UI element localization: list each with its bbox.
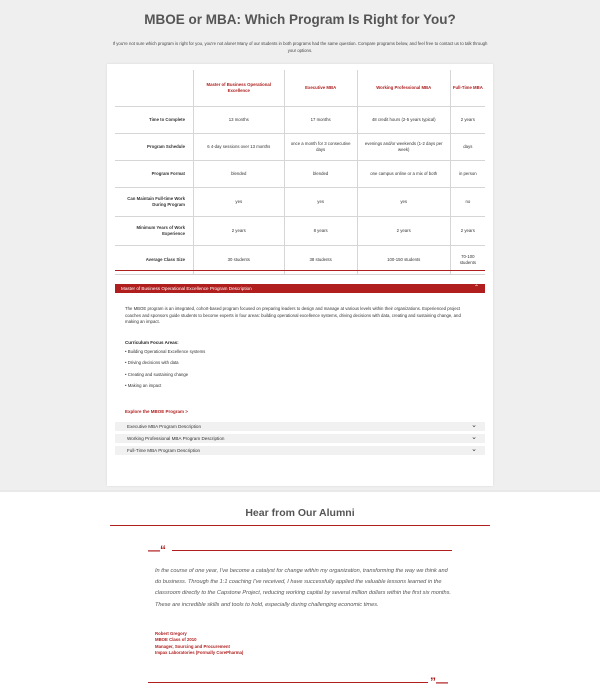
table-cell: blended bbox=[194, 161, 285, 188]
alumni-role: Manager, Sourcing and Procurement bbox=[155, 643, 230, 649]
accordion-header-executive-mba[interactable] bbox=[115, 422, 485, 431]
row-label: Program Format bbox=[115, 161, 194, 188]
focus-areas-list bbox=[125, 348, 205, 393]
list-item: • Creating and sustaining change bbox=[125, 371, 205, 382]
table-cell: 17 months bbox=[284, 107, 357, 134]
table-cell: days bbox=[450, 134, 485, 161]
row-label: Can Maintain Full-time Work During Program bbox=[115, 188, 194, 217]
col-header-working-professional-mba: Working Professional MBA bbox=[357, 70, 450, 107]
list-item: • Driving decisions with data bbox=[125, 359, 205, 370]
accordion-header-label: Master of Business Operational Excellence Program Description bbox=[121, 286, 252, 291]
table-cell: 100-150 students bbox=[357, 246, 450, 275]
table-cell: 8 years bbox=[284, 217, 357, 246]
row-label: Program Schedule bbox=[115, 134, 194, 161]
comparison-card bbox=[107, 64, 493, 486]
col-header-executive-mba: Executive MBA bbox=[284, 70, 357, 107]
list-item: • Building Operational Excellence systems bbox=[125, 348, 205, 359]
row-label: Average Class Size bbox=[115, 246, 194, 275]
alumni-class: MBOE Class of 2010 bbox=[155, 637, 197, 643]
table-cell: 48 credit hours (2-5 years typical) bbox=[357, 107, 450, 134]
table-cell: in person bbox=[450, 161, 485, 188]
col-header-full-time-mba: Full-Time MBA bbox=[450, 70, 485, 107]
table-cell: 2 years bbox=[450, 107, 485, 134]
table-cell: one campus online or a mix of both bbox=[357, 161, 450, 188]
mboe-description: The MBOE program is an integrated, cohort-based program focused on preparing leaders to design and manage at various levels within their organizations. Experienced project coaches and sponsors guide students to become experts in four areas: building operational excellence systems, driving decisions with data, creating and sustaining change, and making an impact. bbox=[125, 306, 461, 325]
alumni-section bbox=[0, 492, 600, 699]
table-cell: 2 years bbox=[450, 217, 485, 246]
alumni-company: Impax Laboratories (Formally CorePharma) bbox=[155, 649, 244, 655]
table-cell: yes bbox=[194, 188, 285, 217]
testimonial-quote: In the course of one year, I've become a catalyst for change within my organization, transforming the way we think and do business. Through the 1:1 coaching I've received, I have successfully applied the valuable lessons learned in the classroom directly to the Capstone Project, reducing working capital by several million dollars within the first six months. These are incredible skills and tools to hold, especially during challenging economic times. bbox=[155, 568, 451, 608]
list-item: • Making an impact bbox=[125, 382, 205, 393]
table-row bbox=[115, 188, 485, 217]
testimonial-attribution bbox=[155, 631, 243, 656]
title-underline bbox=[110, 525, 490, 526]
chevron-down-icon: ⌄ bbox=[471, 422, 477, 429]
quote-rule-top bbox=[172, 550, 452, 551]
chevron-down-icon: ⌄ bbox=[471, 446, 477, 453]
table-cell: no bbox=[450, 188, 485, 217]
explore-mboe-link[interactable]: Explore the MBOE Program > bbox=[125, 409, 188, 414]
table-cell: 2 years bbox=[194, 217, 285, 246]
table-row bbox=[115, 217, 485, 246]
table-cell: 30 students bbox=[194, 246, 285, 275]
focus-areas-title: Curriculum Focus Areas: bbox=[125, 340, 179, 345]
table-cell: once a month for 3 consecutive days bbox=[284, 134, 357, 161]
page-title: MBOE or MBA: Which Program Is Right for You? bbox=[144, 12, 456, 27]
table-cell: 13 months bbox=[194, 107, 285, 134]
table-cell: 38 students bbox=[284, 246, 357, 275]
accordion-header-working-professional-mba[interactable] bbox=[115, 434, 485, 443]
table-cell: 2 years bbox=[357, 217, 450, 246]
accordion-header-label: Full-Time MBA Program Description bbox=[127, 448, 201, 453]
comparison-table bbox=[115, 70, 485, 275]
table-cell: yes bbox=[357, 188, 450, 217]
table-row bbox=[115, 134, 485, 161]
accordion-header-mboe[interactable] bbox=[115, 284, 485, 293]
close-quote-icon: ”— bbox=[430, 675, 448, 689]
row-label: Time to Complete bbox=[115, 107, 194, 134]
accordion-header-label: Working Professional MBA Program Description bbox=[127, 436, 225, 441]
table-corner bbox=[115, 70, 194, 107]
accordion-header-full-time-mba[interactable] bbox=[115, 446, 485, 455]
chevron-up-icon: ⌃ bbox=[473, 285, 479, 291]
table-cell: yes bbox=[284, 188, 357, 217]
table-cell: 6 4-day sessions over 13 months bbox=[194, 134, 285, 161]
table-cell: 70-100 students bbox=[450, 246, 485, 275]
table-cell: evenings and/or weekends (1-2 days per week) bbox=[357, 134, 450, 161]
table-row bbox=[115, 107, 485, 134]
open-quote-icon: —“ bbox=[148, 543, 166, 557]
quote-rule-bottom bbox=[148, 682, 428, 683]
table-cell: blended bbox=[284, 161, 357, 188]
alumni-name: Robert Gregory bbox=[155, 631, 187, 636]
section-divider bbox=[115, 270, 485, 271]
table-row bbox=[115, 161, 485, 188]
alumni-title: Hear from Our Alumni bbox=[245, 507, 355, 519]
col-header-mboe: Master of Business Operational Excellence bbox=[194, 70, 285, 107]
row-label: Minimum Years of Work Experience bbox=[115, 217, 194, 246]
chevron-down-icon: ⌄ bbox=[471, 434, 477, 441]
intro-text: If you're not sure which program is right for you, you're not alone! Many of our students in both programs had the same question. Compare programs below, and feel free to contact us to talk through your options. bbox=[112, 41, 488, 53]
accordion-header-label: Executive MBA Program Description bbox=[127, 424, 202, 429]
